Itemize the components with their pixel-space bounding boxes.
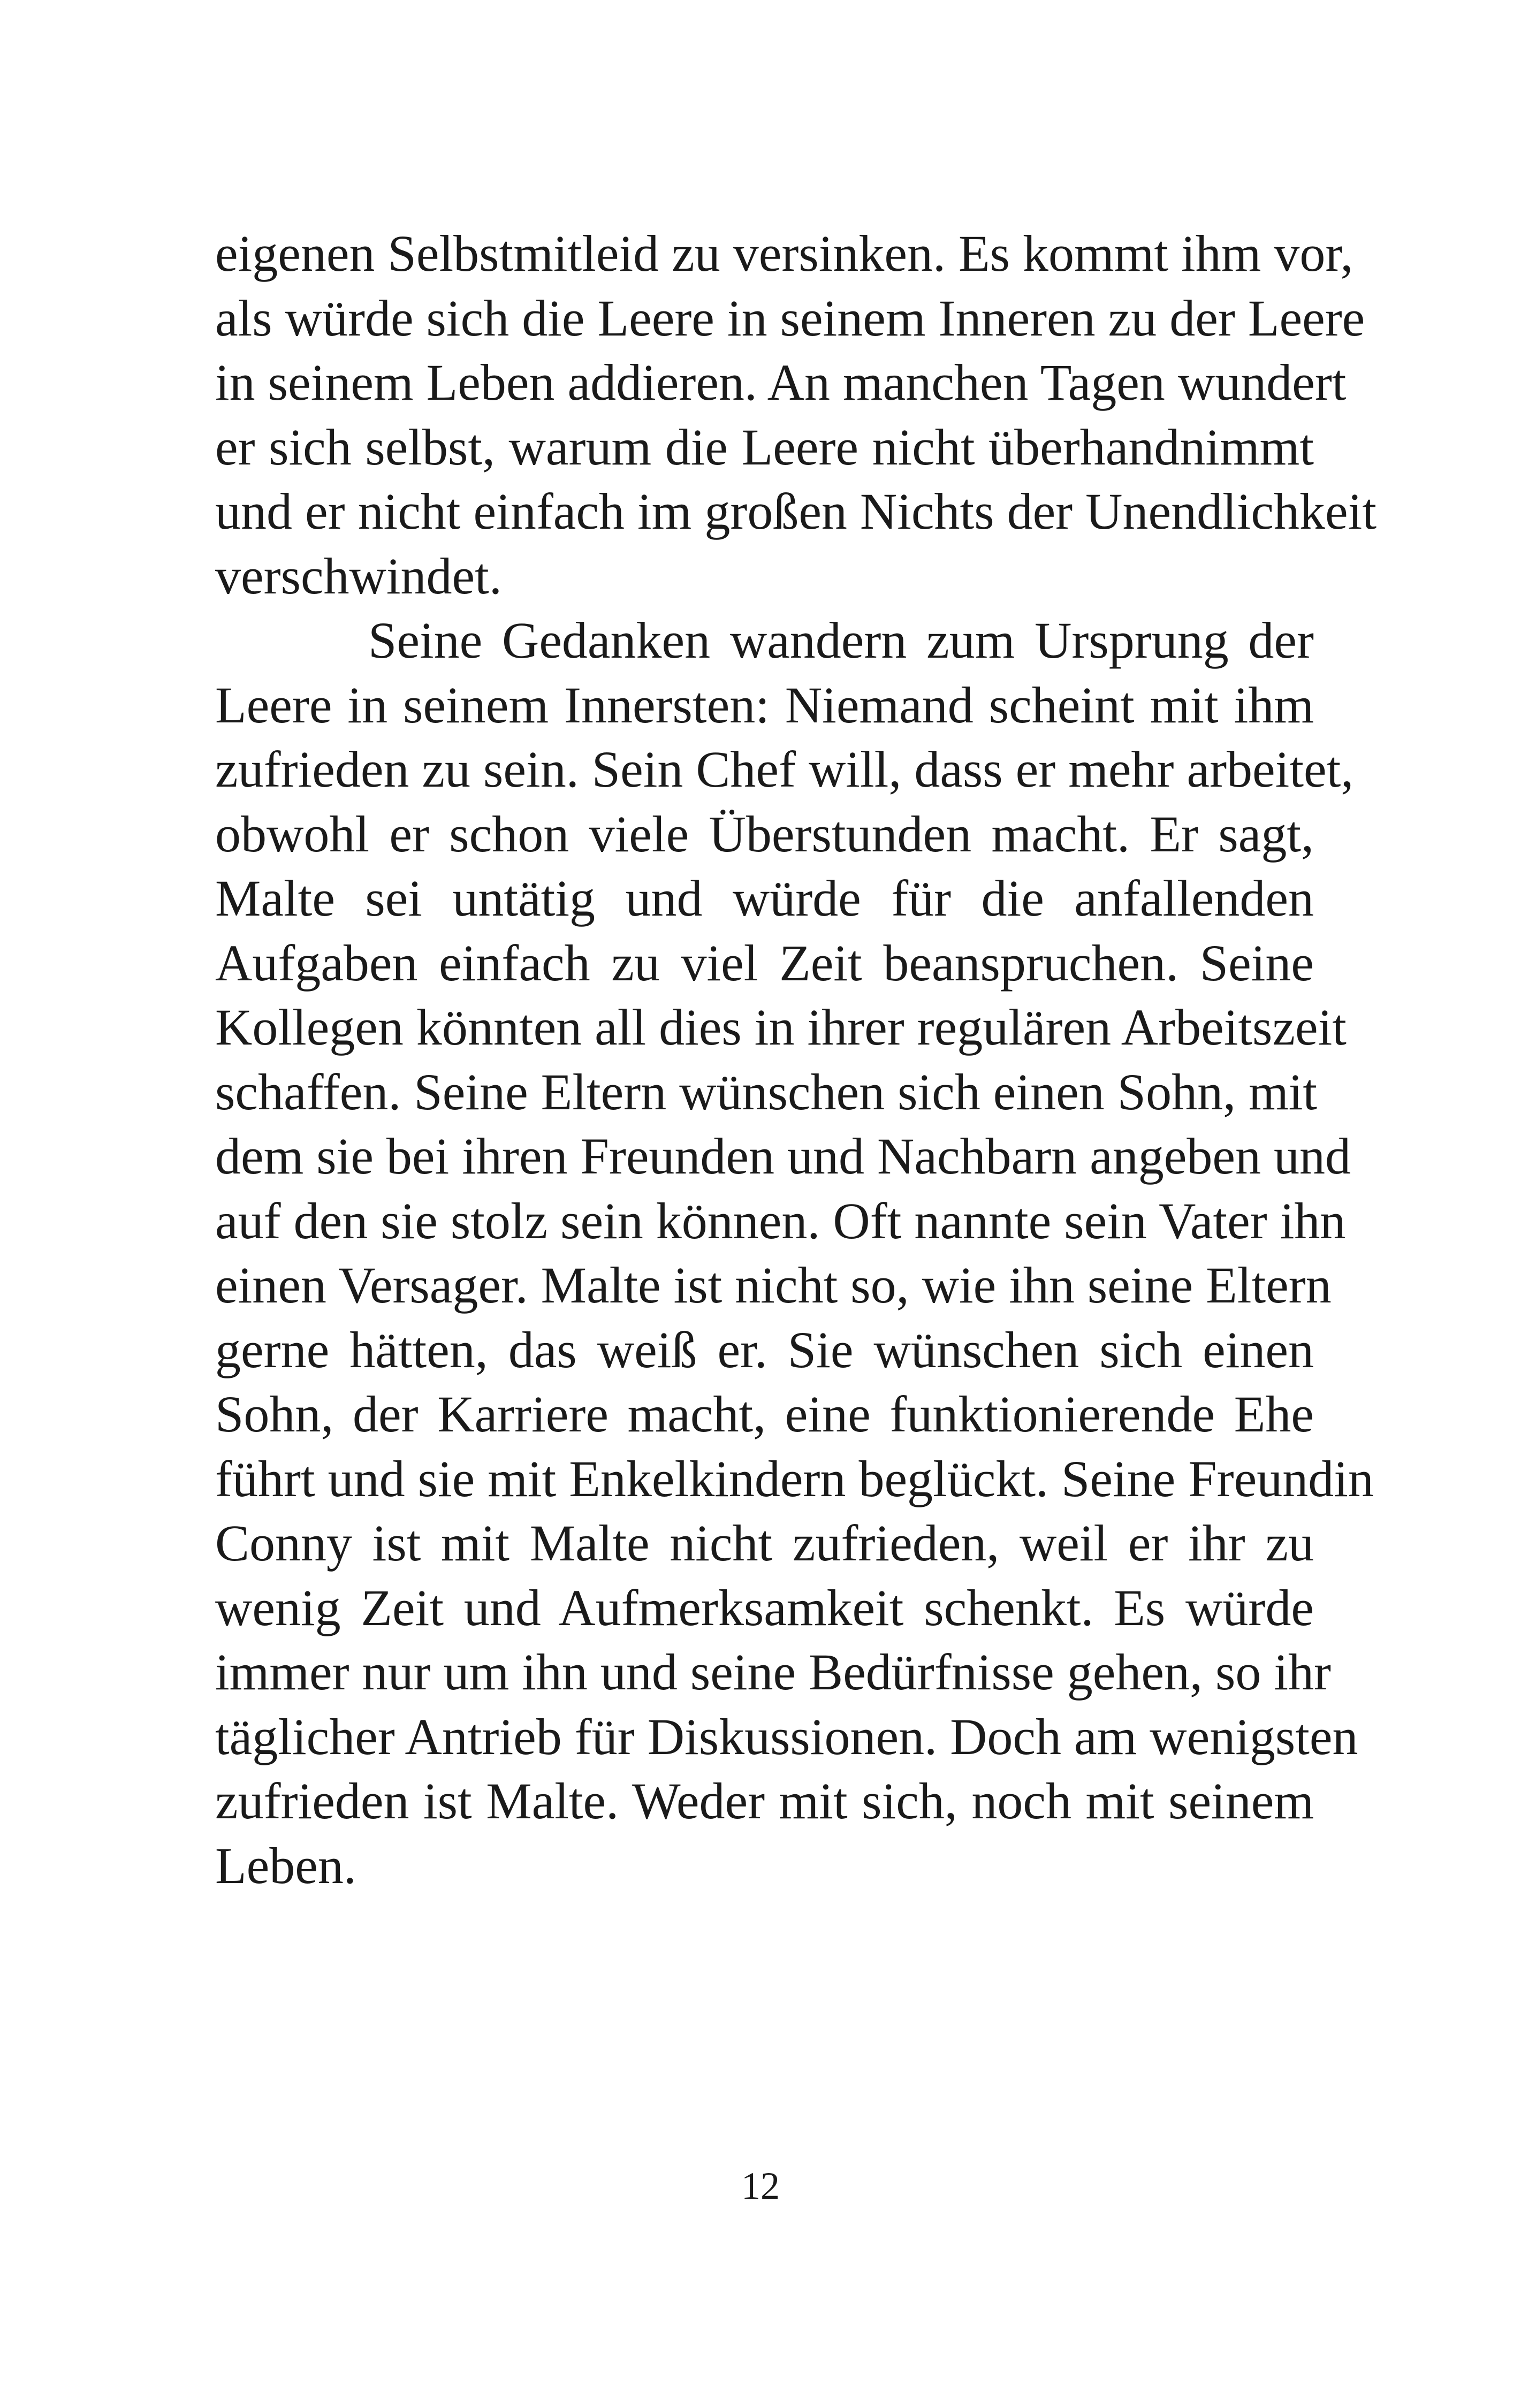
text-line: täglicher Antrieb für Diskussionen. Doch am wenigsten bbox=[215, 1708, 1358, 1765]
text-line: zufrieden ist Malte. Weder mit sich, noch mit seinem bbox=[215, 1772, 1314, 1830]
text-line: als würde sich die Leere in seinem Inneren zu der Leere bbox=[215, 289, 1365, 347]
page-number: 12 bbox=[741, 2165, 780, 2207]
text-line: Seine Gedanken wandern zum Ursprung der bbox=[368, 612, 1314, 669]
text-line: Leere in seinem Innersten: Niemand scheint mit ihm bbox=[215, 676, 1314, 734]
text-line: schaffen. Seine Eltern wünschen sich einen Sohn, mit bbox=[215, 1063, 1318, 1121]
text-line: Sohn, der Karriere macht, eine funktionierende Ehe bbox=[215, 1385, 1314, 1443]
text-line: in seinem Leben addieren. An manchen Tagen wundert bbox=[215, 354, 1347, 411]
text-line: Malte sei untätig und würde für die anfallenden bbox=[215, 870, 1314, 927]
text-line: gerne hätten, das weiß er. Sie wünschen sich einen bbox=[215, 1321, 1314, 1378]
text-line: immer nur um ihn und seine Bedürfnisse gehen, so ihr bbox=[215, 1643, 1331, 1701]
text-line: eigenen Selbstmitleid zu versinken. Es kommt ihm vor, bbox=[215, 225, 1353, 282]
text-line: führt und sie mit Enkelkindern beglückt. Seine Freundin bbox=[215, 1450, 1374, 1507]
text-line: auf den sie stolz sein können. Oft nannte sein Vater ihn bbox=[215, 1192, 1346, 1249]
text-line: Kollegen könnten all dies in ihrer regulären Arbeitszeit bbox=[215, 999, 1347, 1056]
paragraph-1 bbox=[215, 222, 1376, 608]
text-line: Conny ist mit Malte nicht zufrieden, weil er ihr zu bbox=[215, 1514, 1314, 1572]
text-line: wenig Zeit und Aufmerksamkeit schenkt. Es würde bbox=[215, 1579, 1314, 1636]
text-line: er sich selbst, warum die Leere nicht überhandnimmt bbox=[215, 418, 1314, 476]
text-line: obwohl er schon viele Überstunden macht. Er sagt, bbox=[215, 805, 1314, 863]
text-line: Aufgaben einfach zu viel Zeit beanspruchen. Seine bbox=[215, 934, 1314, 992]
text-line: zufrieden zu sein. Sein Chef will, dass er mehr arbeitet, bbox=[215, 741, 1354, 798]
text-line: einen Versager. Malte ist nicht so, wie ihn seine Eltern bbox=[215, 1256, 1332, 1314]
text-line: Leben. bbox=[215, 1837, 356, 1894]
text-line: dem sie bei ihren Freunden und Nachbarn angeben und bbox=[215, 1127, 1351, 1185]
paragraph-2 bbox=[215, 608, 1374, 1898]
text-line: und er nicht einfach im großen Nichts der Unendlichkeit bbox=[215, 483, 1376, 540]
text-line: verschwindet. bbox=[215, 547, 502, 605]
body-text bbox=[215, 222, 1376, 1898]
